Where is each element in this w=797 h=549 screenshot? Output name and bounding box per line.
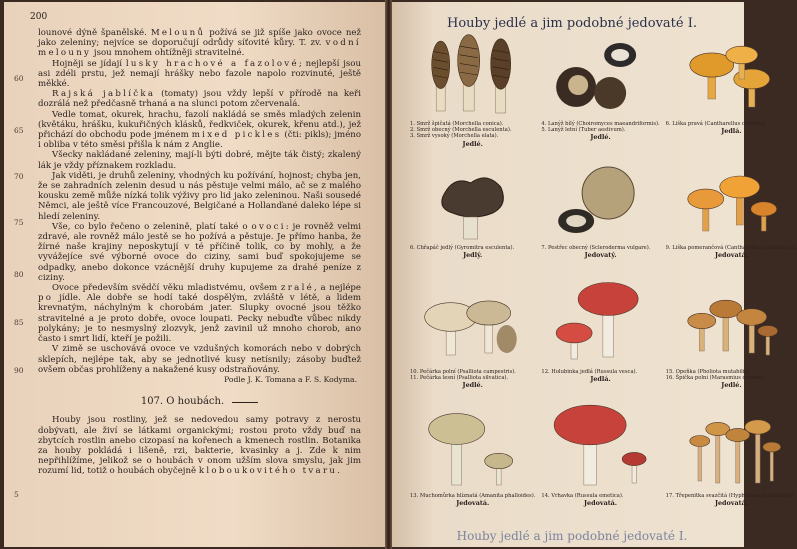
mushroom-illustration: [541, 159, 659, 243]
caption-line: 17. Třepenitka svazčitá (Hypholoma fasciculare).: [665, 493, 795, 499]
text-run: Ovoce především svědčí věku mladistvému, ovšem: [52, 283, 281, 294]
caption-line: 5. Lanýž letní (Tuber aestivum).: [541, 127, 626, 134]
text-run: Jak viděti, je druhů zeleniny, vhodných ku požívání, hojnost; chyba jen, že se zahradních zelenin desud u nás pěstuje velmi málo, ač se z malého kousku země může nízká tolik výživy pro lid jako zeleninou. Naši sousedé Němci, ale ještě více Francouzové, Belgičané a Hollanďané daleko lépe si hledí zeleniny.: [38, 170, 361, 222]
plate-caption: [541, 493, 659, 506]
mushroom-plate: [541, 159, 659, 281]
line-number: 75: [14, 218, 24, 227]
mushroom-plate: [666, 407, 797, 529]
mushroom-plate-grid: [410, 35, 797, 529]
mushroom-illustration: [410, 35, 535, 119]
paragraphs: [38, 28, 361, 375]
caption-line: 6. Chřapáč jedlý (Gyromitra esculenta).: [410, 245, 515, 251]
text-run: (čti: pikls); jméno i obliba v této směsi přišla k nám z Anglie.: [38, 130, 361, 151]
section-title: 107. O houbách.: [140, 396, 225, 408]
plate-caption: [541, 369, 659, 382]
mushroom-plate: [666, 283, 797, 405]
caption-line: 10. Pečárka polní (Psalliota campestris).: [410, 369, 516, 375]
paragraph: [38, 59, 361, 90]
paragraph: [38, 283, 361, 344]
heading-rule: [232, 402, 258, 403]
edibility-label: Jedlé.: [721, 381, 742, 390]
mushroom-plate: [410, 283, 535, 405]
mushroom-plate: [666, 35, 797, 157]
plate-caption: [666, 245, 797, 258]
edibility-label: Jedlá.: [721, 127, 742, 136]
plate-caption: [410, 121, 535, 147]
text-run: Všecky nakládané zeleniny, mají-li býti dobré, mějte ták čistý; zkalený lák je vždy příznakem rozkladu.: [38, 150, 361, 171]
text-run: Vedle tomat, okurek, hrachu, fazolí nakládá se směs mladých zelenin (květáku, hrášku, kukuřičných klásků, ředkviček, okurek, křenu atd.), jež přichází do obchodu pode jménem: [38, 109, 361, 141]
left-book-page: [4, 2, 385, 547]
mushroom-plate: [541, 407, 659, 529]
spaced-emphasis: Rajská jablíčka: [52, 89, 156, 100]
text-run: ; nejlepší jsou asi zdéli prstu, jež nemají hrášky nebo fazole napolo rozvinuté, ještě měkké.: [38, 58, 362, 90]
edibility-label: Jedovatá.: [456, 499, 490, 508]
mushroom-plate: [541, 283, 659, 405]
spaced-emphasis: Melounů: [150, 28, 206, 38]
edibility-label: Jedlá.: [590, 375, 611, 384]
paragraph: [38, 171, 361, 222]
spaced-emphasis: kloboukovitého tvaru: [198, 466, 338, 477]
plate-caption: [410, 245, 535, 258]
text-run: Hojněji se jídají: [52, 58, 126, 69]
spaced-emphasis: po: [38, 293, 54, 304]
text-run: Vše, co bylo řečeno o zelenině, platí také o: [52, 221, 252, 232]
text-run: .: [337, 466, 340, 477]
caption-line: 12. Holubinka jedlá (Russula vesca).: [541, 369, 638, 375]
spaced-emphasis: mixed pickles: [191, 130, 282, 141]
paragraph: [38, 110, 361, 151]
caption-line: 16. Špička polní (Marasmius oreades).: [665, 375, 768, 382]
text-run: : je rovněž velmi zdravé, ale rovněž málo jestě se ho požívá a pěstuje. Je přímo hanba, že žírné naše krajiny neposkytují v té příčině tolik, co by mohly, a že vyvážejíce své výborné ovoce do ciziny, sami buď spokojujeme se odpadky, anebo dokonce vzácnější druhy kupujeme za drahé peníze z ciziny.: [38, 221, 361, 283]
mushroom-plate: [410, 35, 535, 157]
text-run: Houby jsou rostliny, jež se nedovedou samy potravy z nerostu dobývati, ale živí se látkami organickými; rostou proto vždy buď na zbytcích rostlin anebo cizopasí na kořenech a kmenech rostlin. Botanika za houby pokládá i lišeně, rzi, bakterie, kvasinky a j. Zde k nim nepřihlížíme, jelikož se o houbách v onom užším slova smyslu, jak jim rozumí lid, totiž o houbách obyčejně: [38, 415, 361, 477]
paragraph: [38, 28, 361, 59]
caption-line: 7. Pestřec obecný (Scleroderma vulgare).: [541, 245, 651, 251]
mushroom-illustration: [666, 283, 797, 367]
text-run: lounové dýně španělské.: [38, 28, 151, 38]
caption-line: 6. Liška pravá (Cantharellus cibarius).: [665, 121, 767, 127]
right-plate-page: [392, 2, 797, 547]
line-number: 5: [14, 490, 19, 499]
edibility-label: Jedlé.: [462, 381, 483, 390]
paragraph: [38, 222, 361, 283]
plate-caption: [541, 121, 659, 141]
plate-caption: [666, 121, 797, 134]
line-number: 65: [14, 126, 24, 135]
page-number: 200: [30, 12, 48, 22]
mushroom-plate: [666, 159, 797, 281]
mushroom-illustration: [410, 283, 535, 367]
caption-line: 4. Lanýž bílý (Choiromyces maeandriformis).: [541, 121, 660, 127]
body-text: [38, 28, 361, 477]
spaced-emphasis: lusky hrachové a fazolové: [125, 58, 299, 69]
mushroom-plate: [541, 35, 659, 157]
mushroom-illustration: [666, 35, 797, 119]
caption-line: 14. Vrhavka (Russula emetica).: [541, 493, 624, 499]
plate-caption: [666, 369, 797, 389]
paragraph: [38, 344, 361, 375]
edibility-label: Jedovatá.: [714, 499, 748, 508]
text-run: jsou mnohem ohtížněji stravitelné.: [91, 48, 245, 59]
book-gutter: [385, 0, 392, 549]
paragraph: [38, 150, 361, 170]
plate-footer-title: Houby jedlé a jim podobné jedovaté I.: [456, 529, 688, 543]
mushroom-illustration: [410, 159, 535, 243]
spaced-emphasis: ovoci: [251, 221, 286, 232]
mushroom-illustration: [666, 159, 797, 243]
text-run: (tomaty) jsou vždy lepší v přírodě na keři dozrálá než předčasně trhaná a na slunci potom zčervenalá.: [38, 89, 361, 110]
source-credit: Podle J. K. Tomana a F. S. Kodyma.: [224, 374, 357, 384]
edibility-label: Jedlé.: [590, 133, 611, 142]
line-number: 90: [14, 366, 24, 375]
plate-caption: [410, 493, 535, 506]
plate-caption: [541, 245, 659, 258]
houby-paragraph: [38, 415, 361, 476]
edibility-label: Jedlý.: [463, 251, 483, 260]
plate-title: Houby jedlé a jim podobné jedovaté I.: [447, 16, 697, 31]
edibility-label: Jedovatý.: [584, 251, 617, 260]
spaced-emphasis: vodní melouny: [38, 38, 361, 59]
text-run: , a nejlépe: [314, 283, 361, 294]
mushroom-plate: [410, 159, 535, 281]
caption-line: 11. Pečárka lesní (Psalliota silvatica).: [410, 375, 509, 382]
edibility-label: Jedovatá.: [584, 499, 618, 508]
caption-line: 1. Smrž špičatá (Morchella conica).: [410, 121, 504, 127]
mushroom-illustration: [541, 283, 659, 367]
spaced-emphasis: zralé: [280, 283, 315, 294]
text-run: jídle. Ale dobře se hodí také dospělým, zvláště v létě, a lidem krevnatým, náchylným k chorobám jater. Slupky ovocné jsou těžko stravitelné a je proto dobře, ovoce loupati. Pecky nebuďte vůbec nikdy polykány; je to nesmyslný zlozvyk, jenž zavinil už mnoho chorob, ano často i smrt lidí, kteří je požili.: [38, 293, 361, 345]
line-number: 70: [14, 172, 24, 181]
text-run: požívá se již spíše jako ovoce než jako zeleniny; nejvíce se doporučují odrůdy síťovité kůry. T. zv.: [38, 28, 361, 49]
plate-caption: [666, 493, 797, 506]
mushroom-illustration: [541, 35, 659, 119]
paragraph: [38, 89, 361, 109]
text-run: V zimě se uschovává ovoce ve vzdušných komorách nebo v dobrých sklepích, nejlépe tak, aby se jednotlivé kusy netísnily; zásoby buďtež ovšem občas prohlíženy a nakažené kusy odstraňovány.: [38, 344, 361, 375]
caption-line: 3. Smrž vysoký (Morchella elata).: [410, 133, 499, 140]
section-heading: [38, 397, 361, 407]
plate-caption: [410, 369, 535, 389]
mushroom-illustration: [666, 407, 797, 491]
edibility-label: Jedovatá.: [714, 251, 748, 260]
mushroom-plate: [410, 407, 535, 529]
edibility-label: Jedlé.: [462, 139, 483, 148]
mushroom-illustration: [410, 407, 535, 491]
caption-line: 15. Opeňka (Pholiota mutabilis).: [665, 369, 751, 375]
caption-line: 9. Liška pomerančová (Cantharellus aurantiacus).: [665, 245, 797, 251]
caption-line: 13. Muchomůrka hlíznatá (Amanita phalloides).: [410, 493, 536, 499]
line-number: 85: [14, 318, 24, 327]
caption-line: 2. Smrž obecný (Morchella esculenta).: [410, 127, 512, 134]
mushroom-illustration: [541, 407, 659, 491]
line-number: 80: [14, 270, 24, 279]
line-number: 60: [14, 74, 24, 83]
